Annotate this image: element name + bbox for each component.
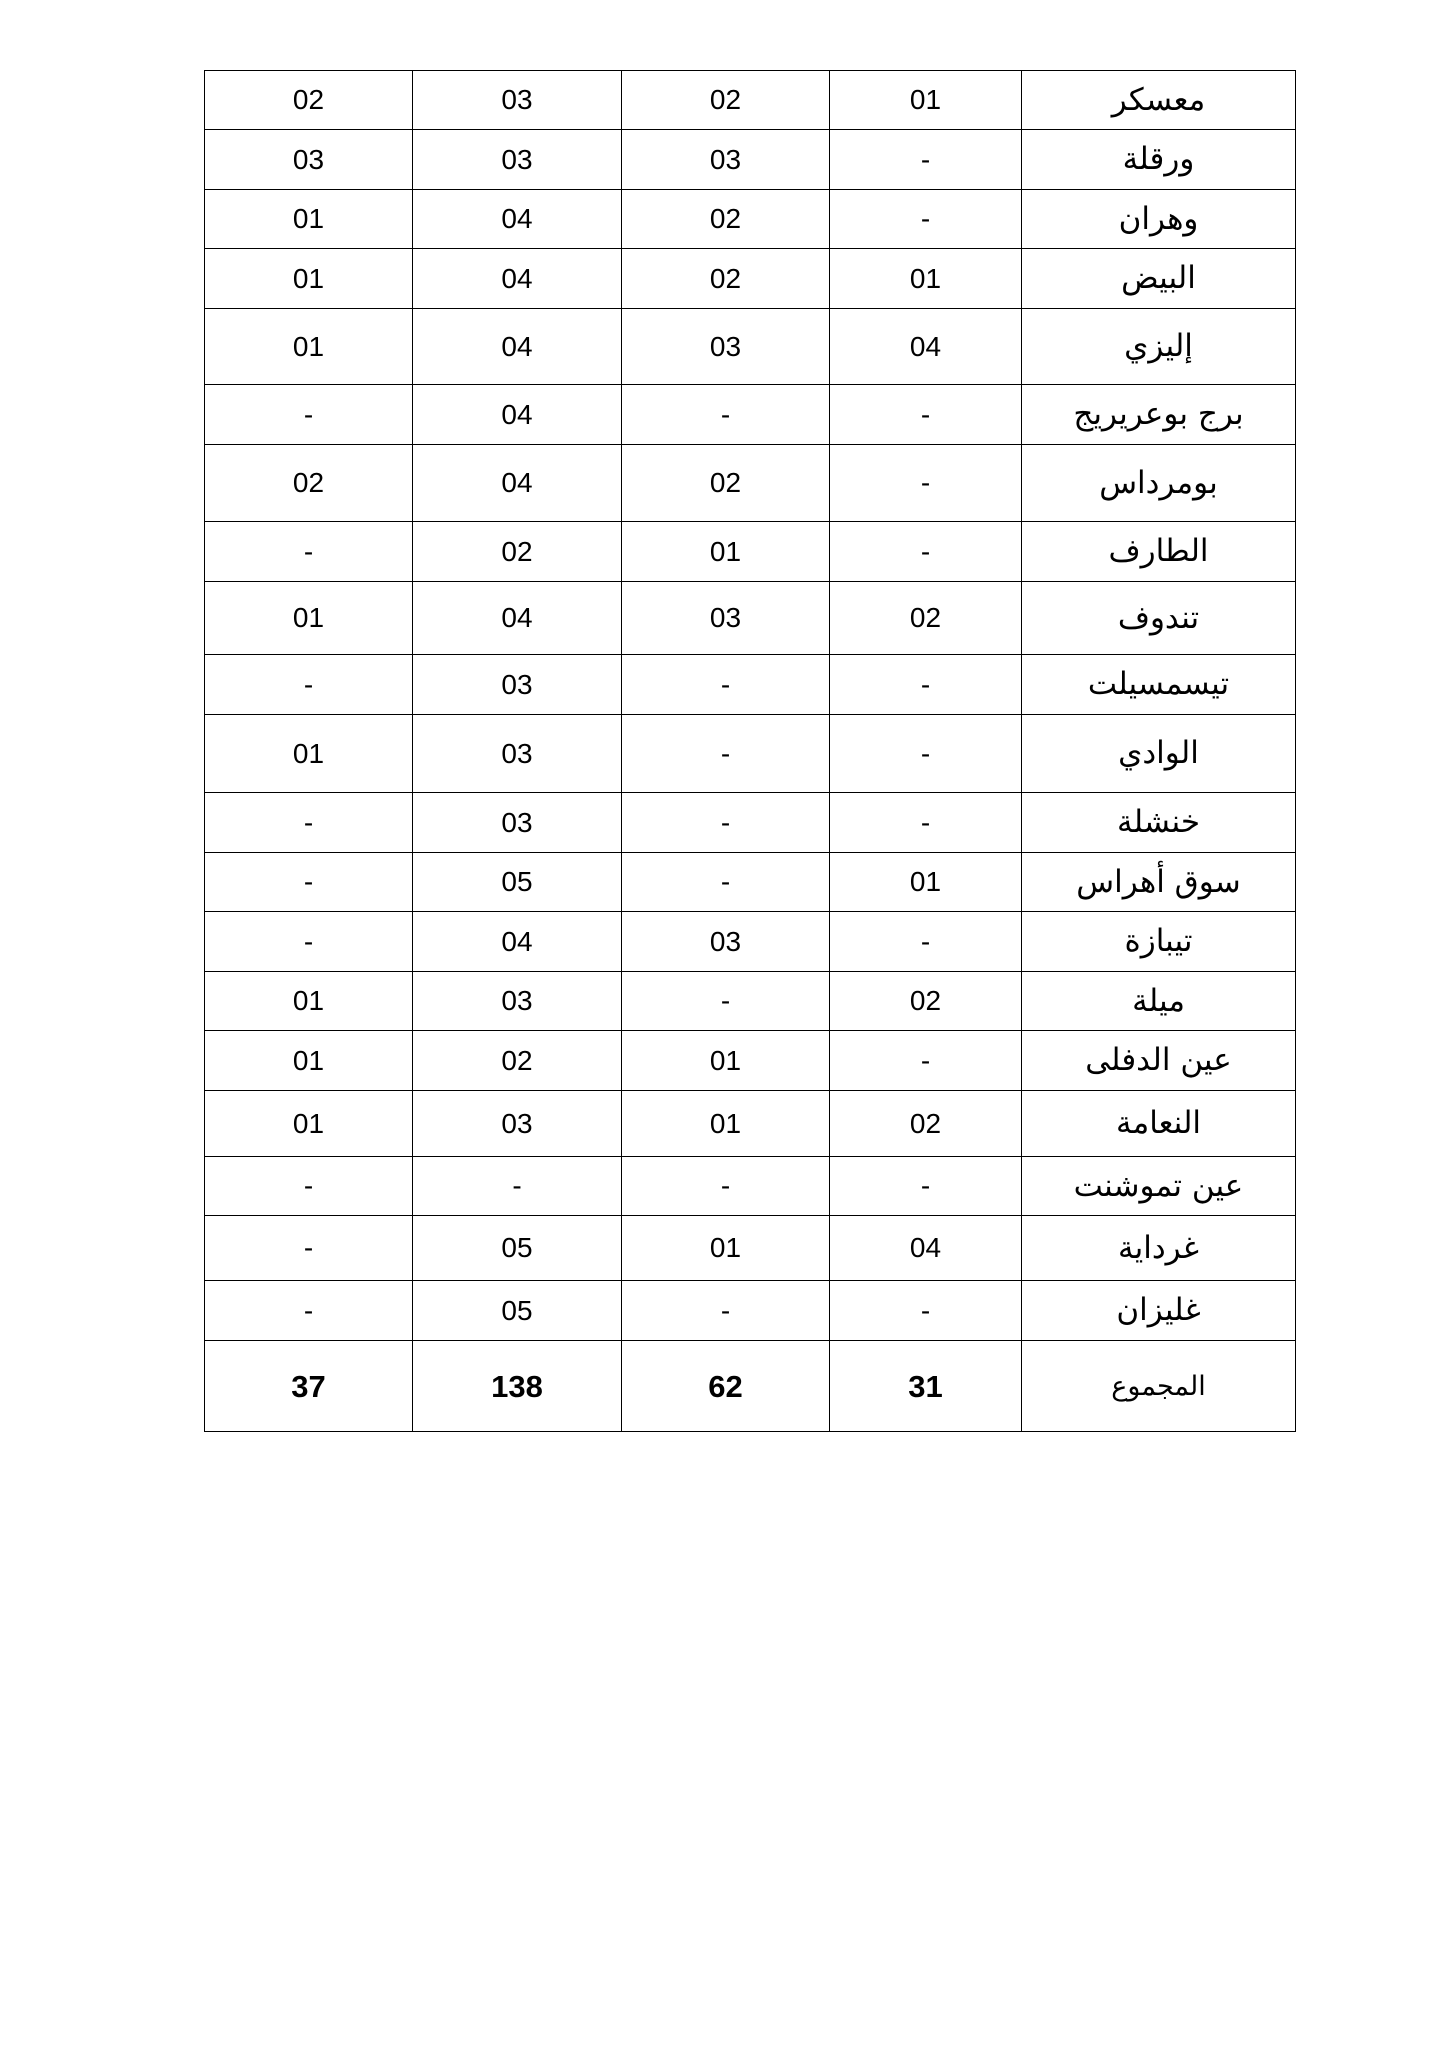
table-row xyxy=(205,582,1296,655)
value-cell-col3: 03 xyxy=(413,71,622,130)
value-cell-col2: - xyxy=(622,1281,830,1341)
wilaya-name-cell: تيبازة xyxy=(1022,912,1296,972)
value-cell-col2: - xyxy=(622,853,830,912)
value-cell-col1: - xyxy=(830,1031,1022,1091)
value-cell-col4: 01 xyxy=(205,972,413,1031)
table-row xyxy=(205,1157,1296,1216)
value-cell-col3: - xyxy=(413,1157,622,1216)
value-cell-col3: 04 xyxy=(413,385,622,445)
value-cell-col3: 02 xyxy=(413,1031,622,1091)
value-cell-col1: 01 xyxy=(830,853,1022,912)
wilaya-name-cell: البيض xyxy=(1022,249,1296,309)
total-cell-col1: 31 xyxy=(830,1341,1022,1432)
value-cell-col1: 02 xyxy=(830,582,1022,655)
wilaya-name-cell: تيسمسيلت xyxy=(1022,655,1296,715)
value-cell-col2: 03 xyxy=(622,309,830,385)
wilaya-name-cell: الطارف xyxy=(1022,522,1296,582)
value-cell-col1: 04 xyxy=(830,1216,1022,1281)
table-row xyxy=(205,309,1296,385)
table-row xyxy=(205,71,1296,130)
wilaya-name-cell: غرداية xyxy=(1022,1216,1296,1281)
value-cell-col3: 04 xyxy=(413,190,622,249)
wilaya-name-cell: ميلة xyxy=(1022,972,1296,1031)
wilaya-name-cell: برج بوعريريج xyxy=(1022,385,1296,445)
value-cell-col2: 03 xyxy=(622,130,830,190)
value-cell-col4: - xyxy=(205,1157,413,1216)
table-row xyxy=(205,972,1296,1031)
total-label-cell: المجموع xyxy=(1022,1341,1296,1432)
value-cell-col1: 01 xyxy=(830,249,1022,309)
wilaya-name-cell: معسكر xyxy=(1022,71,1296,130)
table-row xyxy=(205,715,1296,793)
value-cell-col2: 01 xyxy=(622,1216,830,1281)
table-row xyxy=(205,655,1296,715)
table-row xyxy=(205,912,1296,972)
value-cell-col2: - xyxy=(622,715,830,793)
value-cell-col1: - xyxy=(830,1157,1022,1216)
value-cell-col4: - xyxy=(205,853,413,912)
table-row xyxy=(205,793,1296,853)
wilaya-name-cell: عين الدفلى xyxy=(1022,1031,1296,1091)
table-row xyxy=(205,445,1296,522)
wilaya-name-cell: غليزان xyxy=(1022,1281,1296,1341)
value-cell-col1: - xyxy=(830,522,1022,582)
table-row xyxy=(205,130,1296,190)
value-cell-col2: 03 xyxy=(622,582,830,655)
value-cell-col3: 04 xyxy=(413,912,622,972)
table-row xyxy=(205,385,1296,445)
value-cell-col2: 02 xyxy=(622,445,830,522)
value-cell-col2: - xyxy=(622,793,830,853)
value-cell-col3: 04 xyxy=(413,309,622,385)
table-row xyxy=(205,1091,1296,1157)
value-cell-col4: - xyxy=(205,1281,413,1341)
value-cell-col4: 01 xyxy=(205,309,413,385)
value-cell-col1: - xyxy=(830,793,1022,853)
value-cell-col3: 05 xyxy=(413,1216,622,1281)
table-row xyxy=(205,1031,1296,1091)
value-cell-col3: 03 xyxy=(413,972,622,1031)
wilaya-name-cell: الوادي xyxy=(1022,715,1296,793)
value-cell-col1: 02 xyxy=(830,1091,1022,1157)
value-cell-col4: 01 xyxy=(205,190,413,249)
value-cell-col1: - xyxy=(830,1281,1022,1341)
value-cell-col1: 04 xyxy=(830,309,1022,385)
value-cell-col1: - xyxy=(830,130,1022,190)
total-row xyxy=(205,1341,1296,1432)
value-cell-col1: - xyxy=(830,912,1022,972)
value-cell-col3: 02 xyxy=(413,522,622,582)
value-cell-col4: 01 xyxy=(205,582,413,655)
value-cell-col3: 03 xyxy=(413,715,622,793)
value-cell-col1: - xyxy=(830,190,1022,249)
value-cell-col3: 04 xyxy=(413,445,622,522)
value-cell-col3: 04 xyxy=(413,582,622,655)
value-cell-col1: 02 xyxy=(830,972,1022,1031)
wilaya-name-cell: بومرداس xyxy=(1022,445,1296,522)
value-cell-col4: 01 xyxy=(205,249,413,309)
value-cell-col4: - xyxy=(205,655,413,715)
table-row xyxy=(205,522,1296,582)
value-cell-col2: 03 xyxy=(622,912,830,972)
table-row xyxy=(205,853,1296,912)
value-cell-col2: - xyxy=(622,385,830,445)
table-body xyxy=(205,71,1296,1432)
value-cell-col3: 04 xyxy=(413,249,622,309)
statistics-table xyxy=(204,70,1296,1432)
value-cell-col1: - xyxy=(830,715,1022,793)
value-cell-col2: - xyxy=(622,655,830,715)
value-cell-col4: 02 xyxy=(205,445,413,522)
value-cell-col1: - xyxy=(830,385,1022,445)
value-cell-col3: 05 xyxy=(413,853,622,912)
wilaya-name-cell: تندوف xyxy=(1022,582,1296,655)
wilaya-name-cell: النعامة xyxy=(1022,1091,1296,1157)
value-cell-col1: 01 xyxy=(830,71,1022,130)
value-cell-col4: 01 xyxy=(205,1091,413,1157)
value-cell-col3: 03 xyxy=(413,130,622,190)
total-cell-col2: 62 xyxy=(622,1341,830,1432)
table-row xyxy=(205,249,1296,309)
wilaya-name-cell: وهران xyxy=(1022,190,1296,249)
value-cell-col4: 01 xyxy=(205,1031,413,1091)
value-cell-col4: 03 xyxy=(205,130,413,190)
table-row xyxy=(205,1216,1296,1281)
table-row xyxy=(205,1281,1296,1341)
value-cell-col4: - xyxy=(205,385,413,445)
wilaya-name-cell: ورقلة xyxy=(1022,130,1296,190)
value-cell-col1: - xyxy=(830,655,1022,715)
value-cell-col2: - xyxy=(622,972,830,1031)
wilaya-name-cell: خنشلة xyxy=(1022,793,1296,853)
value-cell-col3: 03 xyxy=(413,1091,622,1157)
table-row xyxy=(205,190,1296,249)
value-cell-col2: 02 xyxy=(622,190,830,249)
value-cell-col3: 05 xyxy=(413,1281,622,1341)
value-cell-col4: - xyxy=(205,1216,413,1281)
total-cell-col3: 138 xyxy=(413,1341,622,1432)
value-cell-col4: - xyxy=(205,522,413,582)
wilaya-name-cell: إليزي xyxy=(1022,309,1296,385)
value-cell-col2: 01 xyxy=(622,1091,830,1157)
value-cell-col4: 02 xyxy=(205,71,413,130)
value-cell-col3: 03 xyxy=(413,655,622,715)
value-cell-col2: 01 xyxy=(622,1031,830,1091)
value-cell-col3: 03 xyxy=(413,793,622,853)
value-cell-col4: - xyxy=(205,793,413,853)
value-cell-col2: 02 xyxy=(622,249,830,309)
value-cell-col2: 01 xyxy=(622,522,830,582)
value-cell-col2: - xyxy=(622,1157,830,1216)
value-cell-col2: 02 xyxy=(622,71,830,130)
total-cell-col4: 37 xyxy=(205,1341,413,1432)
value-cell-col1: - xyxy=(830,445,1022,522)
value-cell-col4: 01 xyxy=(205,715,413,793)
wilaya-name-cell: سوق أهراس xyxy=(1022,853,1296,912)
wilaya-name-cell: عين تموشنت xyxy=(1022,1157,1296,1216)
value-cell-col4: - xyxy=(205,912,413,972)
